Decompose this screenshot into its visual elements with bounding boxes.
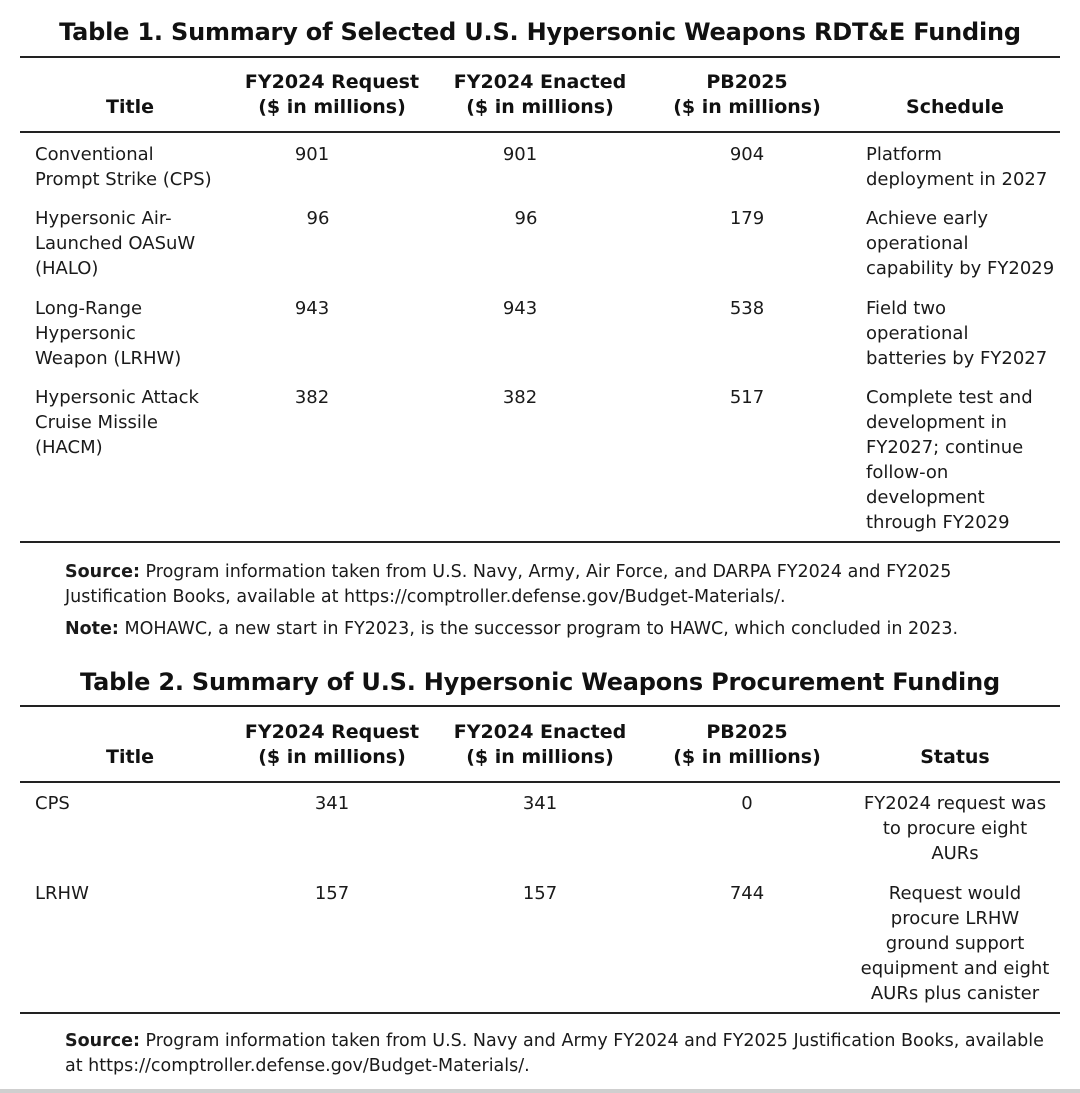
table1-row1-request: 901 [294,144,330,165]
table1-header-request [232,70,432,120]
table1-header-request-line1: FY2024 Request [244,71,420,93]
table1-row4-title-line1: Hypersonic Attack [35,387,199,408]
table1-row2-title-line2: Launched OASuW [35,233,196,254]
table1-row1-title-line2: Prompt Strike (CPS) [35,169,212,190]
table2-row2-status [855,881,1055,1006]
table1-header-request-line2: ($ in millions) [258,96,406,118]
table1-row2-title-line1: Hypersonic Air- [35,208,172,229]
table1-header-enacted-line2: ($ in millions) [466,96,614,118]
table1-row1-enacted: 901 [502,144,538,165]
table1-row2-request: 96 [306,208,330,229]
table2-header-enacted-line1: FY2024 Enacted [453,721,627,743]
table1-row3-schedule-line2: operational [866,323,969,344]
table2-row1-status-line1: FY2024 request was [863,793,1047,814]
table2-row1-status [855,791,1055,866]
table2-row2-status-line5: AURs plus canister [870,983,1040,1004]
table1-row2-title [35,206,195,281]
table2-row2-status-line4: equipment and eight [860,958,1050,979]
table1-row4-schedule [866,385,1033,535]
table2-source-text-line2: at https://comptroller.defense.gov/Budget-Materials/. [65,1056,530,1076]
table2-header-pb2025-line1: PB2025 [706,721,788,743]
table1-row2-schedule-line2: operational [866,233,969,254]
table1-header-pb2025-line1: PB2025 [706,71,788,93]
table2-title: Table 2. Summary of U.S. Hypersonic Weapons Procurement Funding [80,668,1000,696]
table1-row3-schedule-line3: batteries by FY2027 [866,348,1048,369]
table1-header-enacted [440,70,640,120]
table1-row4-title-line2: Cruise Missile [35,412,158,433]
table1-source [65,560,1055,610]
table1-row4-schedule-line4: follow-on [866,462,949,483]
table1-row1-title [35,142,212,192]
table1-row1-schedule-line1: Platform [866,144,942,165]
table2-row1-status-line3: AURs [931,843,979,864]
table2-row2-enacted: 157 [522,883,558,904]
table1-row2-enacted: 96 [514,208,538,229]
table1-row3-enacted: 943 [502,298,538,319]
table1-row1-title-line1: Conventional [35,144,154,165]
table1-row4-pb2025: 517 [729,387,765,408]
table2-header-enacted [440,720,640,770]
table1-header-schedule: Schedule [906,96,1004,118]
table1-row3-request: 943 [294,298,330,319]
table1-row3-title-line1: Long-Range [35,298,143,319]
table1-row4-schedule-line1: Complete test and [866,387,1033,408]
table2-source-label: Source: [65,1031,140,1051]
table2-row2-pb2025: 744 [729,883,765,904]
table1-row3-pb2025: 538 [729,298,765,319]
table1-header-rule [20,131,1060,133]
table1-header-pb2025-line2: ($ in millions) [673,96,821,118]
table1-row1-schedule [866,142,1047,192]
table2-bottom-rule [20,1012,1060,1014]
table2-row1-request: 341 [314,793,350,814]
table2-header-enacted-line2: ($ in millions) [466,746,614,768]
table1-header-title: Title [106,96,154,118]
table1-row3-title-line3: Weapon (LRHW) [35,348,182,369]
table2-source-text-line1: Program information taken from U.S. Navy and Army FY2024 and FY2025 Justification Books, available [139,1031,1044,1051]
table1-row2-schedule [866,206,1054,281]
table1-row4-schedule-line2: development in [866,412,1007,433]
table2-header-rule [20,781,1060,783]
table2-header-title: Title [106,746,154,768]
table1-source-line1 [65,560,1055,585]
table1-row4-title [35,385,199,460]
table2-row1-title: CPS [35,793,70,814]
table2-row2-status-line2: procure LRHW [890,908,1020,929]
table2-header-request-line1: FY2024 Request [244,721,420,743]
table1-row4-enacted: 382 [502,387,538,408]
table1-row2-title-line3: (HALO) [35,258,99,279]
table2-row1-enacted: 341 [522,793,558,814]
table2-row1-status-line2: to procure eight [882,818,1028,839]
table1-row2-schedule-line1: Achieve early [866,208,988,229]
table1-top-rule [20,56,1060,58]
table1-row4-title-line3: (HACM) [35,437,103,458]
table1-note-text: MOHAWC, a new start in FY2023, is the successor program to HAWC, which concluded in 2023. [118,619,959,639]
table1-row3-title [35,296,181,371]
table1-source-label: Source: [65,562,140,582]
table1-note-label: Note: [65,619,119,639]
table2-row2-title: LRHW [35,883,89,904]
table1-bottom-rule [20,541,1060,543]
table2-header-status: Status [920,746,990,768]
table2-header-request [232,720,432,770]
table1-row2-schedule-line3: capability by FY2029 [866,258,1055,279]
table1-row3-title-line2: Hypersonic [35,323,136,344]
table1-source-text-line1: Program information taken from U.S. Navy, Army, Air Force, and DARPA FY2024 and FY2025 [139,562,952,582]
table2-header-request-line2: ($ in millions) [258,746,406,768]
table2-header-pb2025-line2: ($ in millions) [673,746,821,768]
table1-row4-schedule-line5: development [866,487,985,508]
table1-row4-schedule-line6: through FY2029 [866,512,1010,533]
table1-row2-pb2025: 179 [729,208,765,229]
table2-row2-status-line1: Request would [888,883,1022,904]
table2-row2-status-line3: ground support [885,933,1025,954]
table1-note [65,617,1055,642]
table1-row1-pb2025: 904 [729,144,765,165]
table1-header-enacted-line1: FY2024 Enacted [453,71,627,93]
table2-row1-pb2025: 0 [741,793,753,814]
table2-header-pb2025 [647,720,847,770]
table1-row4-request: 382 [294,387,330,408]
table1-row1-schedule-line2: deployment in 2027 [866,169,1048,190]
table2-top-rule [20,705,1060,707]
table2-source-line1 [65,1029,1055,1054]
table1-title: Table 1. Summary of Selected U.S. Hypersonic Weapons RDT&E Funding [59,18,1021,46]
table2-row2-request: 157 [314,883,350,904]
table1-header-pb2025 [647,70,847,120]
table2-source [65,1029,1055,1079]
table1-row4-schedule-line3: FY2027; continue [866,437,1024,458]
table1-row3-schedule [866,296,1047,371]
table1-row3-schedule-line1: Field two [866,298,947,319]
page-bottom-edge [0,1089,1080,1093]
table1-source-text-line2: Justification Books, available at https://comptroller.defense.gov/Budget-Materials/. [65,587,786,607]
